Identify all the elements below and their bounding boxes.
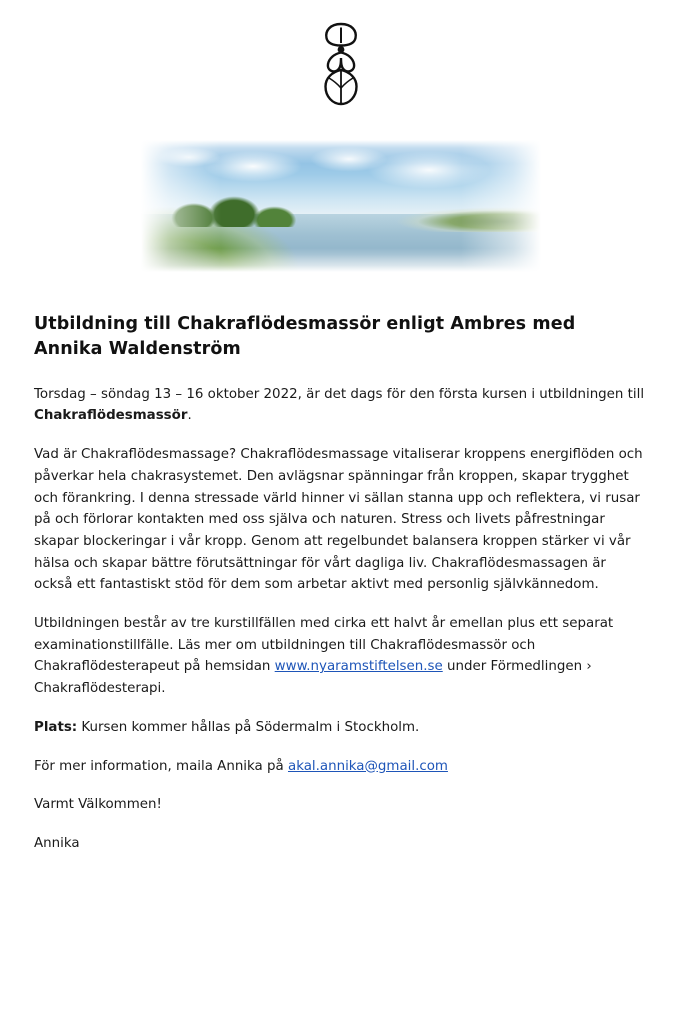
lake-landscape-photo — [141, 140, 541, 272]
closing-greeting: Varmt Välkommen! — [34, 797, 162, 813]
ambres-symbol-logo — [304, 18, 378, 110]
right-shore-layer — [357, 206, 541, 232]
location-label: Plats: — [34, 719, 78, 735]
page-title: Utbildning till Chakraflödesmassör enligt Ambres med Annika Waldenström — [34, 314, 576, 359]
intro-text-bold: Chakraflödesmassör — [34, 408, 188, 424]
course-text-part2: under Förmedlingen › Chakraflödesterapi. — [34, 659, 592, 697]
body-paragraph: Vad är Chakraflödesmassage? Chakraflödesmassage vitaliserar kroppens energiflöden och påverkar hela chakrasystemet. Den avlägsnar spänningar från kroppen, skapar trygghet och förankring. I denna stressade värld hinner vi sällan stanna upp och reflektera, vi rusar på och förlorar kontakten med oss själva och naturen. Stress och livets påfrestningar skapar blockeringar i vår kropp. Genom att regelbundet balansera kroppen stärker vi vår hälsa och skapar bättre förutsättningar för vårt dagliga liv. Chakraflödesmassagen är också ett fantastiskt stöd för dem som arbetar aktivt med personlig självkännedom. — [34, 447, 643, 593]
email-link[interactable]: akal.annika@gmail.com — [287, 758, 448, 774]
intro-text-part2: . — [187, 408, 192, 424]
location-text: Kursen kommer hållas på Södermalm i Stockholm. — [77, 719, 420, 735]
location-line — [34, 717, 648, 739]
logo-container — [32, 0, 650, 108]
document-body — [32, 312, 650, 855]
contact-line — [34, 756, 648, 778]
intro-text-part1: Torsdag – söndag 13 – 16 oktober 2022, är det dags för den första kursen i utbildningen till — [34, 386, 645, 402]
intro-paragraph — [34, 384, 648, 427]
website-link[interactable]: www.nyaramstiftelsen.se — [274, 659, 443, 675]
trees-layer — [165, 182, 309, 227]
contact-text: För mer information, maila Annika på — [34, 758, 288, 774]
course-paragraph — [34, 613, 648, 700]
course-text-part1: Utbildningen består av tre kurstillfällen med cirka ett halvt år emellan plus ett separat examinationstillfälle. Läs mer om utbildningen till Chakraflödesmassör och Chakraflödesterapeut på hemsidan — [34, 616, 614, 675]
closing-signature: Annika — [34, 835, 80, 851]
